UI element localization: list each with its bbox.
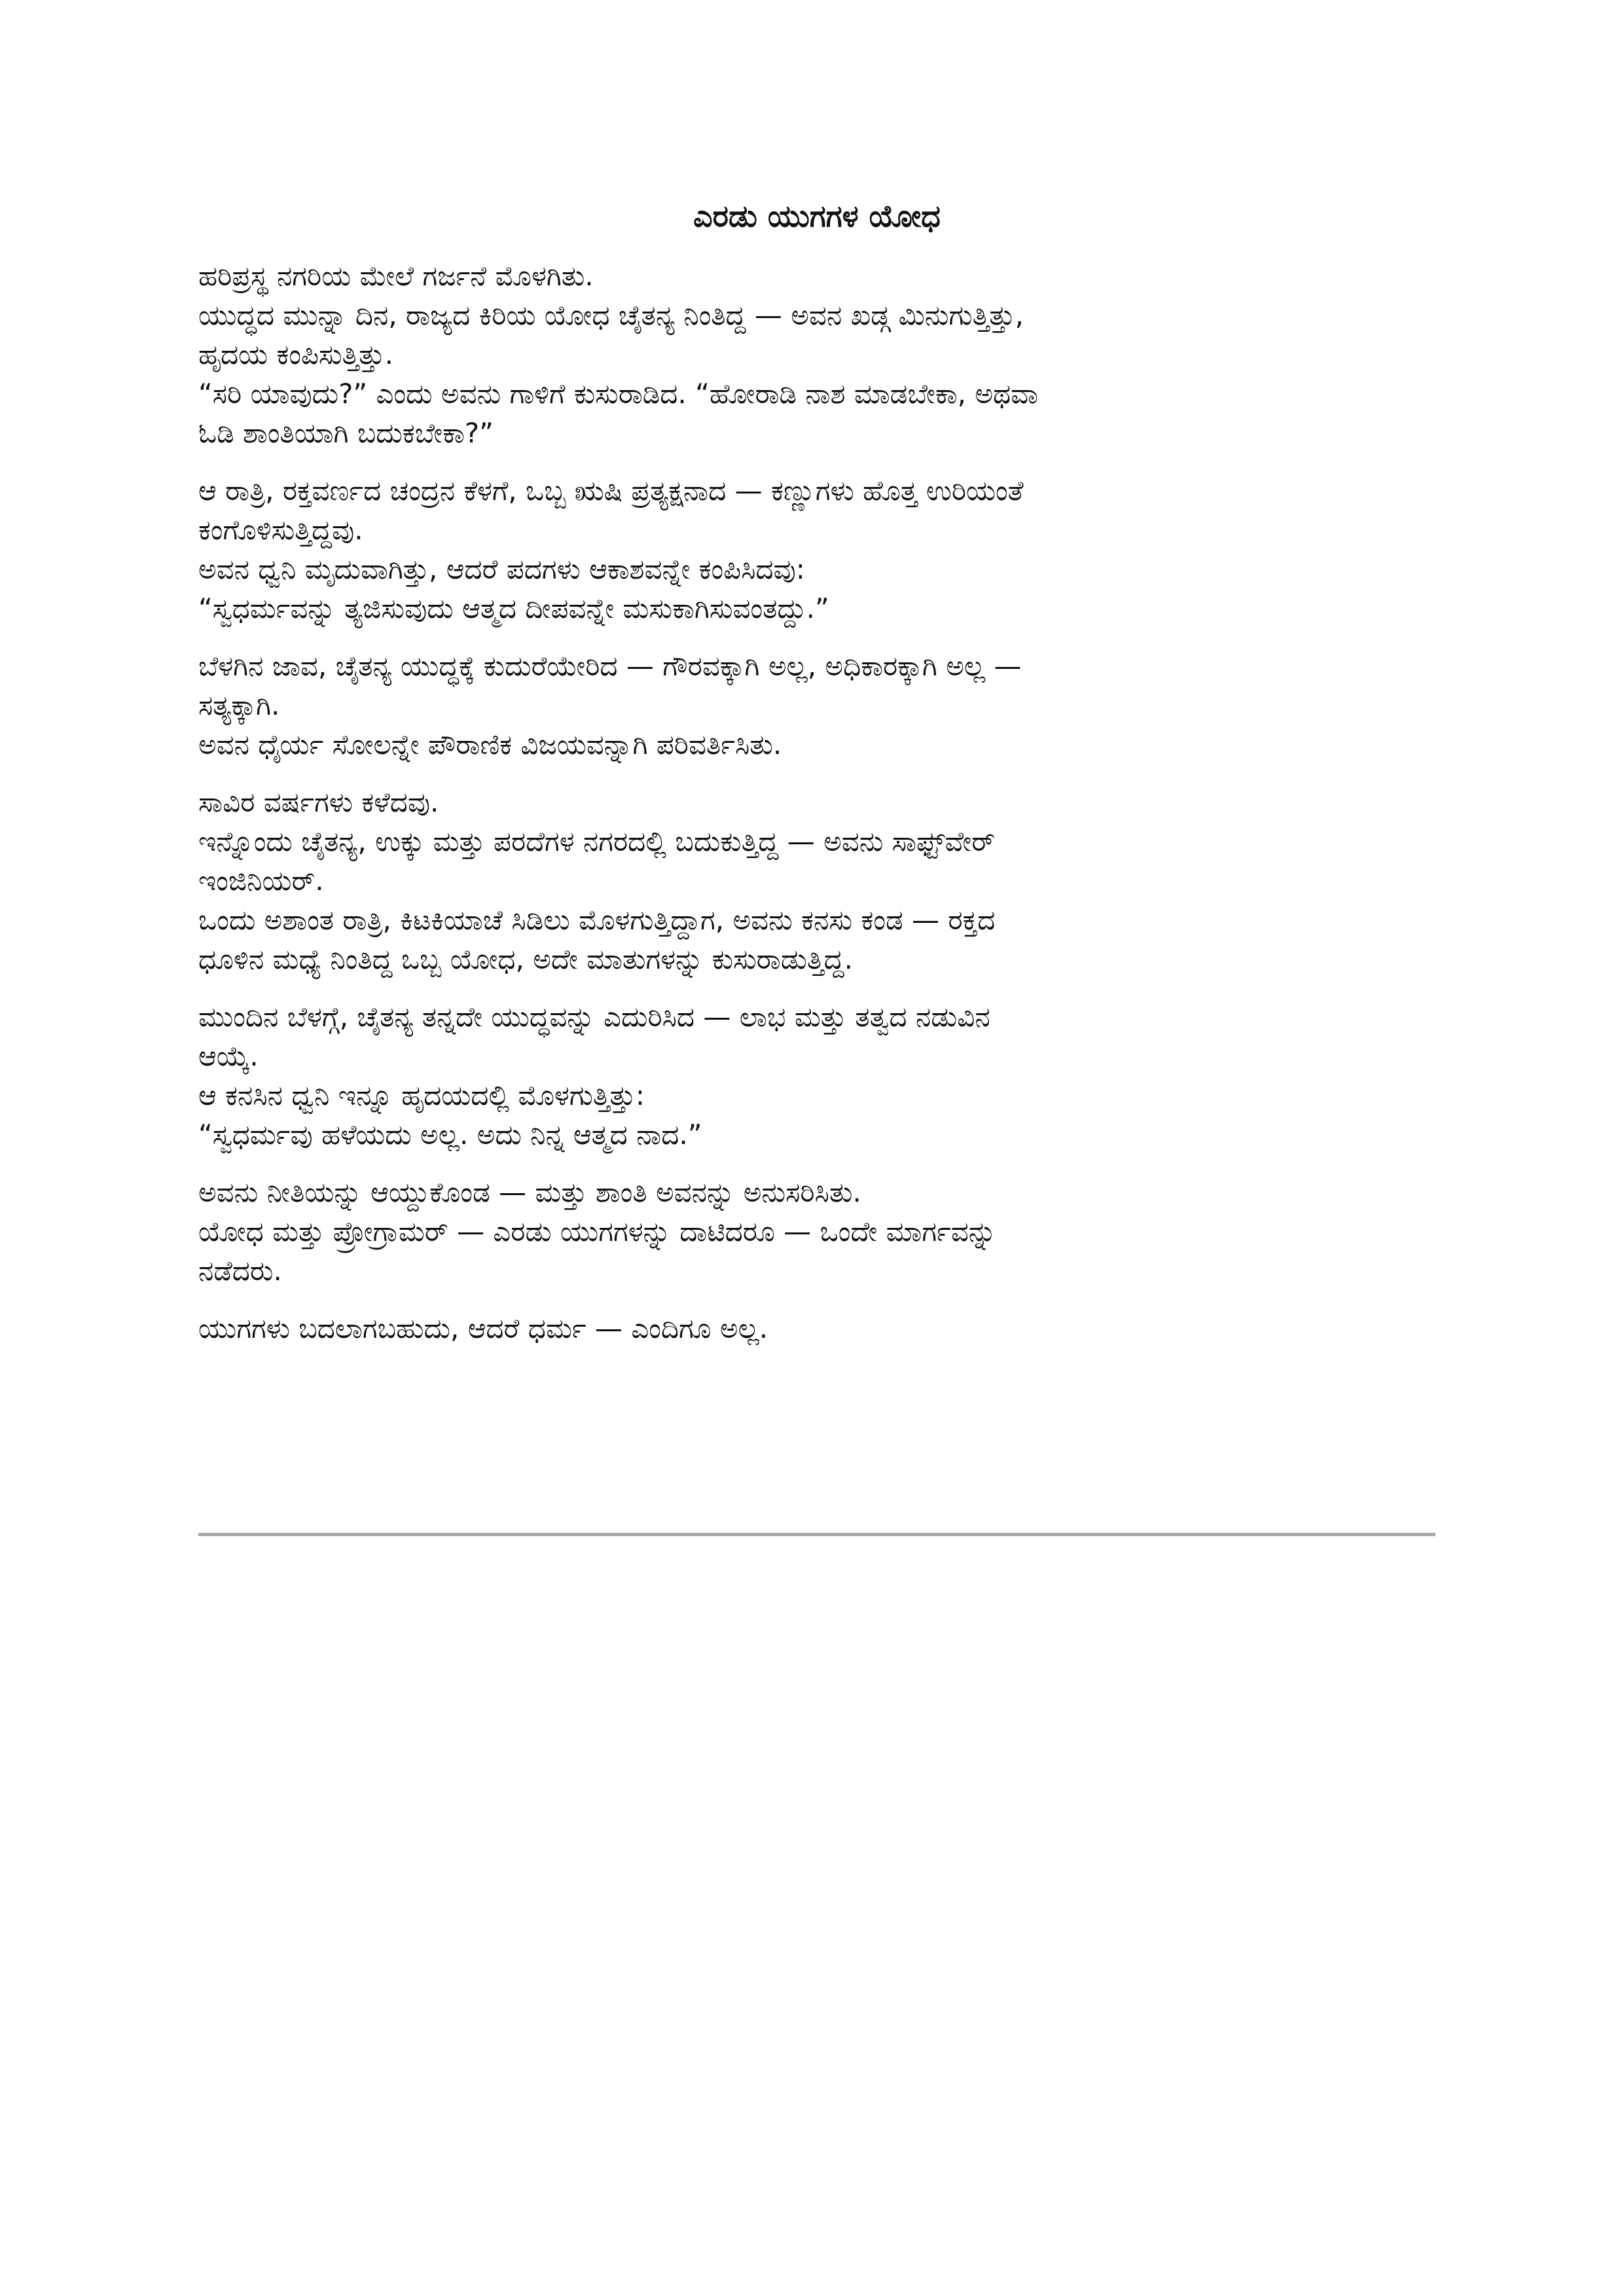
- text-line: ಹರಿಪ್ರಸ್ಥ ನಗರಿಯ ಮೇಲೆ ಗರ್ಜನೆ ಮೊಳಗಿತು.: [198, 260, 594, 292]
- text-line: ಬೆಳಗಿನ ಜಾವ, ಚೈತನ್ಯ ಯುದ್ಧಕ್ಕೆ ಕುದುರೆಯೇರಿದ — ಗೌರವಕ್ಕಾಗಿ ಅಲ್ಲ, ಅಧಿಕಾರಕ್ಕಾಗಿ ಅಲ್ಲ —: [198, 650, 1022, 682]
- text-line: ಅವನು ನೀತಿಯನ್ನು ಆಯ್ದುಕೊಂಡ — ಮತ್ತು ಶಾಂತಿ ಅವನನ್ನು ಅನುಸರಿಸಿತು.: [198, 1176, 861, 1208]
- document-page: [198, 196, 1435, 1367]
- text-line: ಮುಂದಿನ ಬೆಳಗ್ಗೆ, ಚೈತನ್ಯ ತನ್ನದೇ ಯುದ್ಧವನ್ನು ಎದುರಿಸಿದ — ಲಾಭ ಮತ್ತು ತತ್ವದ ನಡುವಿನ: [198, 1001, 990, 1033]
- paragraph: [198, 257, 1435, 453]
- text-line: ಸಾವಿರ ವರ್ಷಗಳು ಕಳೆದವು.: [198, 786, 439, 818]
- document-body: [198, 257, 1435, 1348]
- horizontal-rule: [198, 1533, 1435, 1536]
- text-line: ಅವನ ಧ್ವನಿ ಮೃದುವಾಗಿತ್ತು, ಆದರೆ ಪದಗಳು ಆಕಾಶವನ್ನೇ ಕಂಪಿಸಿದವು:: [198, 553, 805, 585]
- text-line: “ಸ್ವಧರ್ಮವನ್ನು ತ್ಯಜಿಸುವುದು ಆತ್ಮದ ದೀಪವನ್ನೇ ಮಸುಕಾಗಿಸುವಂತದ್ದು.”: [198, 592, 829, 624]
- paragraph: [198, 1309, 1435, 1348]
- paragraph: [198, 1173, 1435, 1291]
- text-line: ಅವನ ಧೈರ್ಯ ಸೋಲನ್ನೇ ಪೌರಾಣಿಕ ವಿಜಯವನ್ನಾಗಿ ಪರಿವರ್ತಿಸಿತು.: [198, 728, 782, 761]
- text-line: ಆ ರಾತ್ರಿ, ರಕ್ತವರ್ಣದ ಚಂದ್ರನ ಕೆಳಗೆ, ಒಬ್ಬ ಋಷಿ ಪ್ರತ್ಯಕ್ಷನಾದ — ಕಣ್ಣುಗಳು ಹೊತ್ತ ಉರಿಯಂತೆ: [198, 475, 1024, 507]
- paragraph: [198, 647, 1435, 764]
- text-line: ಯುದ್ಧದ ಮುನ್ನಾ ದಿನ, ರಾಜ್ಯದ ಕಿರಿಯ ಯೋಧ ಚೈತನ್ಯ ನಿಂತಿದ್ದ — ಅವನ ಖಡ್ಗ ಮಿನುಗುತ್ತಿತ್ತು,: [198, 299, 1024, 331]
- text-line: ಇನ್ನೊಂದು ಚೈತನ್ಯ, ಉಕ್ಕು ಮತ್ತು ಪರದೆಗಳ ನಗರದಲ್ಲಿ ಬದುಕುತ್ತಿದ್ದ — ಅವನು ಸಾಫ್ಟ್‌ವೇರ್: [198, 825, 996, 857]
- text-line: ಇಂಜಿನಿಯರ್.: [198, 865, 324, 897]
- text-line: ನಡೆದರು.: [198, 1255, 282, 1287]
- text-line: ಯೋಧ ಮತ್ತು ಪ್ರೋಗ್ರಾಮರ್ — ಎರಡು ಯುಗಗಳನ್ನು ದಾಟಿದರೂ — ಒಂದೇ ಮಾರ್ಗವನ್ನು: [198, 1215, 997, 1247]
- text-line: ಆ ಕನಸಿನ ಧ್ವನಿ ಇನ್ನೂ ಹೃದಯದಲ್ಲಿ ಮೊಳಗುತ್ತಿತ್ತು:: [198, 1079, 645, 1111]
- text-line: “ಸರಿ ಯಾವುದು?” ಎಂದು ಅವನು ಗಾಳಿಗೆ ಕುಸುರಾಡಿದ. “ಹೋರಾಡಿ ನಾಶ ಮಾಡಬೇಕಾ, ಅಥವಾ: [198, 378, 1038, 410]
- text-line: ಹೃದಯ ಕಂಪಿಸುತ್ತಿತ್ತು.: [198, 338, 393, 370]
- text-line: ಧೂಳಿನ ಮಧ್ಯೆ ನಿಂತಿದ್ದ ಒಬ್ಬ ಯೋಧ, ಅದೇ ಮಾತುಗಳನ್ನು ಕುಸುರಾಡುತ್ತಿದ್ದ.: [198, 943, 853, 975]
- text-line: ಕಂಗೊಳಿಸುತ್ತಿದ್ದವು.: [198, 514, 363, 546]
- document-title: ಎರಡು ಯುಗಗಳ ಯೋಧ: [693, 198, 941, 234]
- paragraph: [198, 783, 1435, 979]
- text-line: ಸತ್ಯಕ್ಕಾಗಿ.: [198, 689, 280, 721]
- paragraph: [198, 997, 1435, 1155]
- text-line: ಯುಗಗಳು ಬದಲಾಗಬಹುದು, ಆದರೆ ಧರ್ಮ — ಎಂದಿಗೂ ಅಲ್ಲ.: [198, 1312, 768, 1344]
- text-line: ಆಯ್ಕೆ.: [198, 1040, 259, 1072]
- text-line: ಒಂದು ಅಶಾಂತ ರಾತ್ರಿ, ಕಿಟಕಿಯಾಚೆ ಸಿಡಿಲು ಮೊಳಗುತ್ತಿದ್ದಾಗ, ಅವನು ಕನಸು ಕಂಡ — ರಕ್ತದ: [198, 904, 996, 936]
- text-line: ಓಡಿ ಶಾಂತಿಯಾಗಿ ಬದುಕಬೇಕಾ?”: [198, 417, 494, 449]
- text-line: “ಸ್ವಧರ್ಮವು ಹಳೆಯದು ಅಲ್ಲ. ಅದು ನಿನ್ನ ಆತ್ಮದ ನಾದ.”: [198, 1119, 702, 1151]
- paragraph: [198, 471, 1435, 628]
